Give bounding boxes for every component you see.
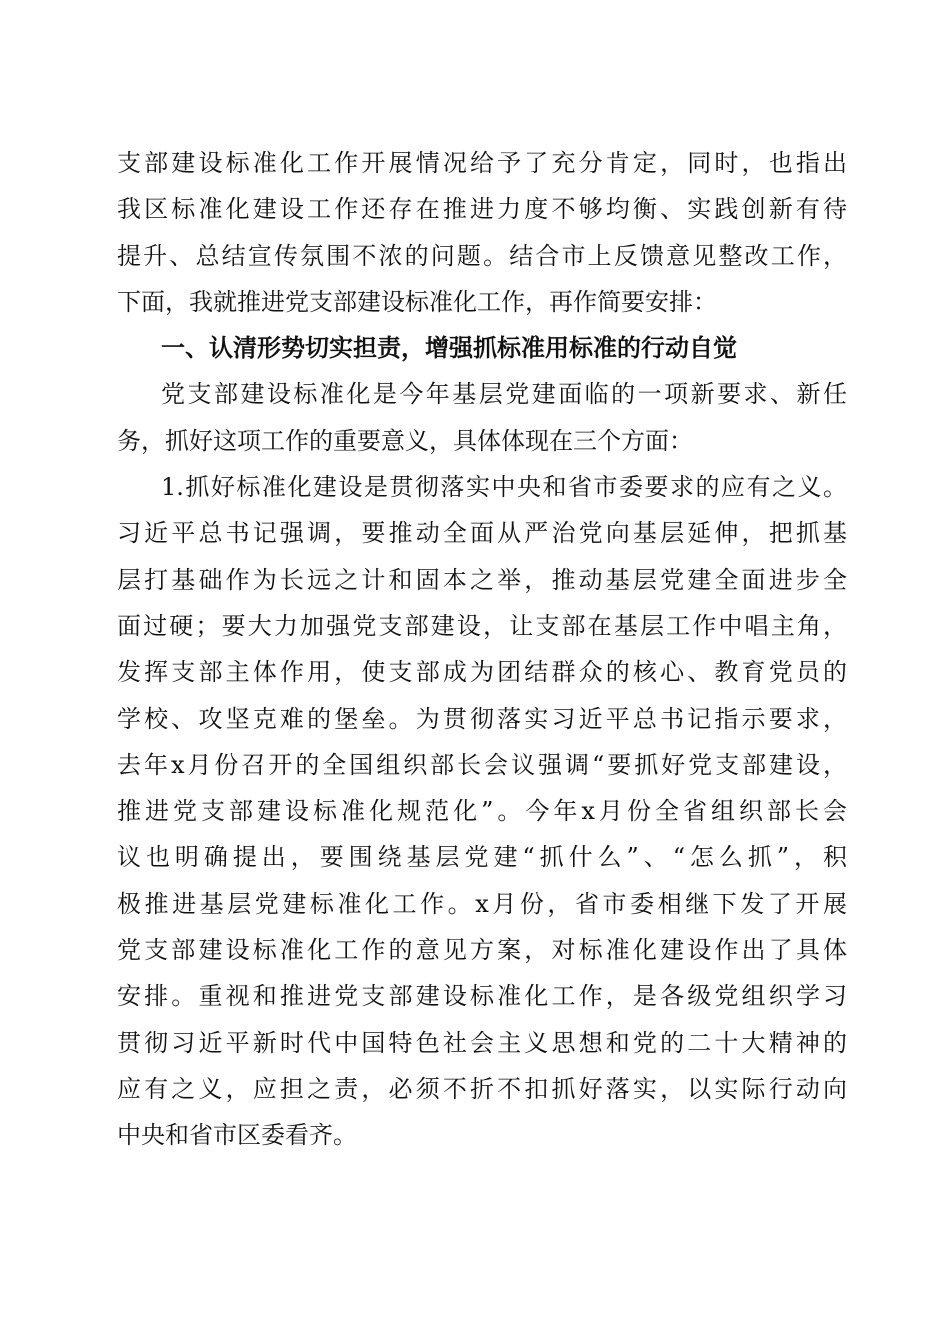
paragraph-line: 下面，我就推进党支部建设标准化工作，再作简要安排： bbox=[117, 287, 717, 316]
paragraph-line: 党支部建设标准化是今年基层党建面临的一项新要求、新任 bbox=[161, 380, 847, 409]
paragraph-line: 1.抓好标准化建设是贯彻落实中央和省市委要求的应有之义。 bbox=[161, 473, 847, 502]
paragraph-line: 中央和省市区委看齐。 bbox=[117, 1121, 357, 1150]
paragraph-line: 极推进基层党建标准化工作。x月份，省市委相继下发了开展 bbox=[117, 889, 847, 918]
paragraph-line: 贯彻习近平新时代中国特色社会主义思想和党的二十大精神的 bbox=[117, 1028, 847, 1057]
document-body bbox=[117, 140, 847, 1159]
paragraph-line: 提升、总结宣传氛围不浓的问题。结合市上反馈意见整改工作， bbox=[117, 241, 847, 270]
paragraph-line: 支部建设标准化工作开展情况给予了充分肯定，同时，也指出 bbox=[117, 149, 847, 177]
paragraph-line: 应有之义，应担之责，必须不折不扣抓好落实，以实际行动向 bbox=[117, 1074, 847, 1103]
paragraph-line: 议也明确提出，要围绕基层党建“抓什么”、“怎么抓”，积 bbox=[117, 843, 847, 872]
paragraph-line: 学校、攻坚克难的堡垒。为贯彻落实习近平总书记指示要求， bbox=[117, 704, 847, 733]
paragraph-line: 层打基础作为长远之计和固本之举，推动基层党建全面进步全 bbox=[117, 565, 847, 594]
paragraph-line: 面过硬；要大力加强党支部建设，让支部在基层工作中唱主角， bbox=[117, 611, 847, 640]
paragraph-line: 务，抓好这项工作的重要意义，具体体现在三个方面： bbox=[117, 426, 693, 455]
paragraph-line: 去年x月份召开的全国组织部长会议强调“要抓好党支部建设， bbox=[117, 750, 847, 779]
paragraph-line: 发挥支部主体作用，使支部成为团结群众的核心、教育党员的 bbox=[117, 658, 847, 687]
paragraph-line: 安排。重视和推进党支部建设标准化工作，是各级党组织学习 bbox=[117, 982, 847, 1011]
paragraph-line: 我区标准化建设工作还存在推进力度不够均衡、实践创新有待 bbox=[117, 195, 847, 224]
section-heading: 一、认清形势切实担责，增强抓标准用标准的行动自觉 bbox=[161, 334, 737, 363]
paragraph-line: 党支部建设标准化工作的意见方案，对标准化建设作出了具体 bbox=[117, 936, 847, 965]
paragraph-line: 习近平总书记强调，要推动全面从严治党向基层延伸，把抓基 bbox=[117, 519, 847, 548]
paragraph-line: 推进党支部建设标准化规范化”。今年x月份全省组织部长会 bbox=[117, 797, 847, 826]
